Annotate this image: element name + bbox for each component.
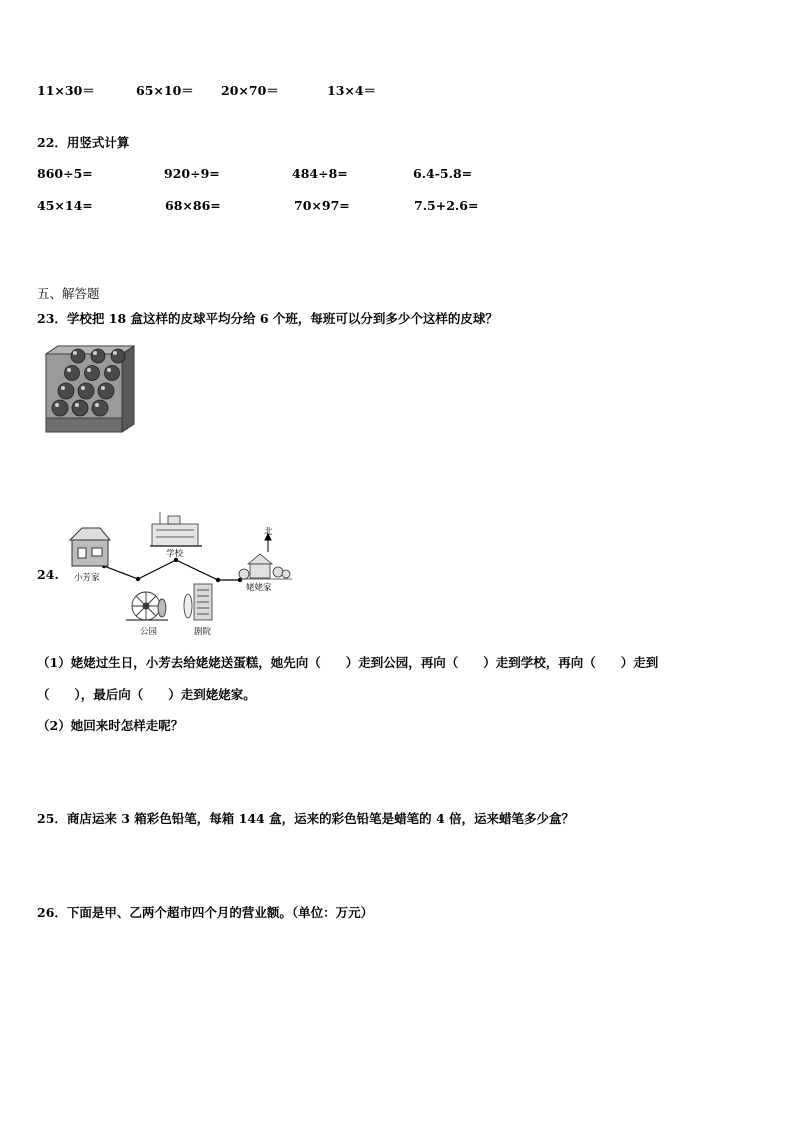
map-label-park: 公园 [140, 627, 158, 637]
q21-item-4: 13×4＝ [327, 83, 377, 98]
q23-text: 23．学校把 18 盒这样的皮球平均分给 6 个班，每班可以分到多少个这样的皮球？ [37, 311, 498, 326]
q24-part1-line2: （ ），最后向（ ）走到姥姥家。 [37, 687, 256, 702]
q25-text: 25．商店运来 3 箱彩色铅笔，每箱 144 盒，运来的彩色铅笔是蜡笔的 4 倍，运来蜡笔多少盒？ [37, 811, 574, 826]
q21-item-1: 11×30＝ [37, 83, 95, 98]
q24-part1-line1: （1）姥姥过生日，小芳去给姥姥送蛋糕，她先向（ ）走到公园，再向（ ）走到学校，再向（ ）走到 [37, 655, 659, 670]
map-label-school: 学校 [166, 549, 184, 559]
q22-title: 22．用竖式计算 [37, 135, 130, 150]
home-icon [70, 528, 110, 566]
map-label-theater: 剧院 [194, 627, 212, 637]
map-label-north: 北 [264, 527, 273, 537]
map-label-grandma: 姥姥家 [246, 583, 272, 593]
map-label-home: 小芳家 [74, 573, 100, 583]
q22-expr-6: 68×86= [165, 198, 221, 213]
route-map [64, 510, 300, 640]
q21-item-2: 65×10＝ [136, 83, 194, 98]
q26-text: 26．下面是甲、乙两个超市四个月的营业额。（单位：万元） [37, 905, 374, 920]
q22-expr-7: 70×97= [294, 198, 350, 213]
grandma-house-icon [239, 554, 292, 579]
q22-expr-8: 7.5+2.6= [414, 198, 479, 213]
ball-box-illustration [44, 344, 136, 434]
q22-expr-1: 860÷5= [37, 166, 93, 181]
section-5-title: 五、解答题 [37, 286, 100, 301]
park-icon [126, 592, 168, 620]
q21-item-3: 20×70＝ [221, 83, 279, 98]
q24-number: 24. [37, 567, 59, 582]
q22-expr-5: 45×14= [37, 198, 93, 213]
q22-expr-4: 6.4-5.8= [413, 166, 473, 181]
theater-icon [184, 584, 212, 620]
q22-expr-2: 920÷9= [164, 166, 220, 181]
q24-part2: （2）她回来时怎样走呢？ [37, 718, 184, 733]
q22-expr-3: 484÷8= [292, 166, 348, 181]
school-icon [150, 512, 202, 546]
